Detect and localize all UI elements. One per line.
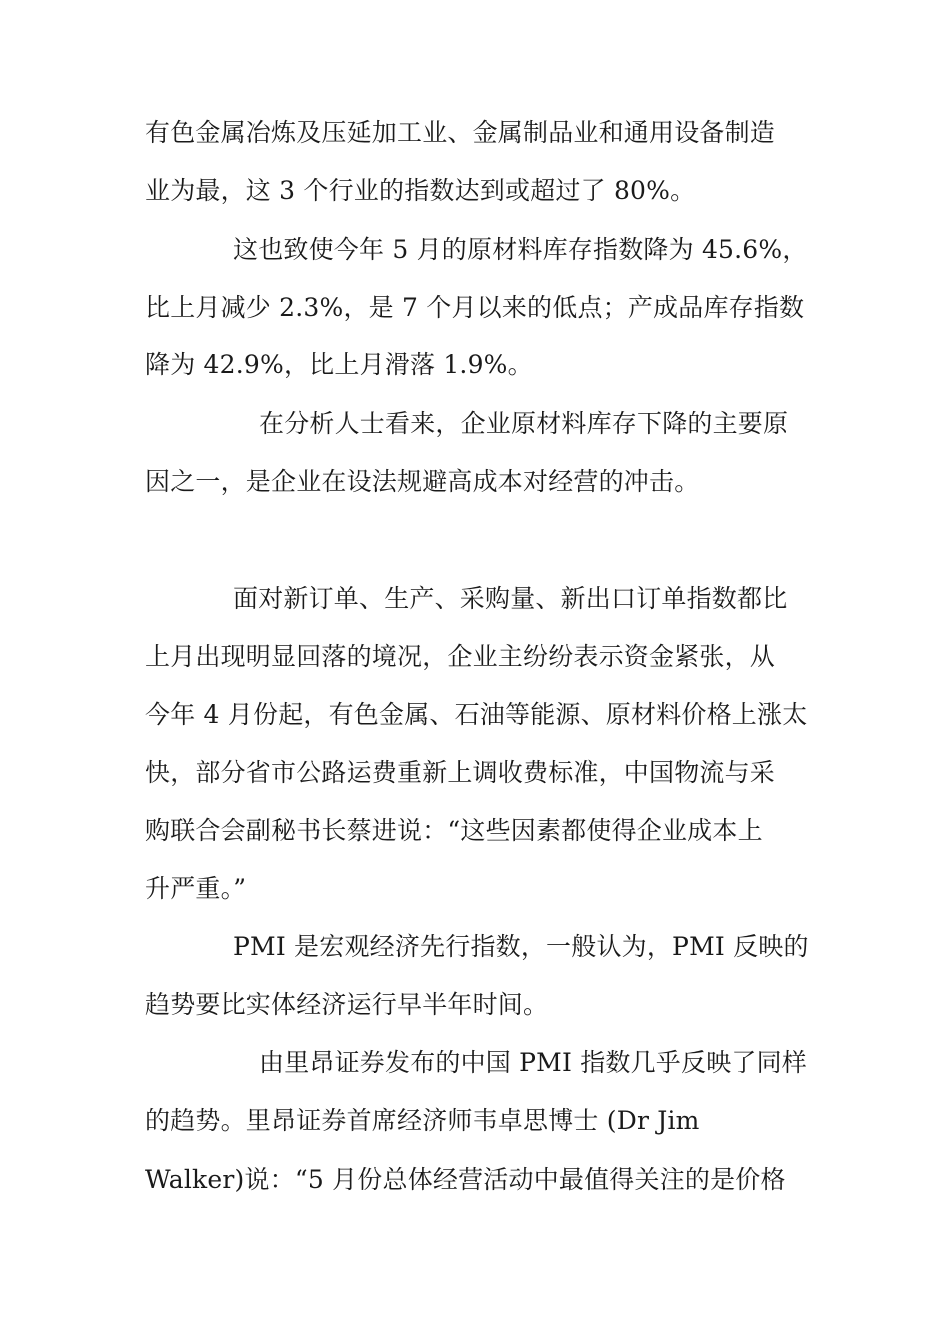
text-line: 今年 4 月份起，有色金属、石油等能源、原材料价格上涨太 <box>145 700 808 729</box>
text-line: 由里昂证券发布的中国 PMI 指数几乎反映了同样 <box>259 1048 807 1077</box>
text-line: 比上月减少 2.3%，是 7 个月以来的低点；产成品库存指数 <box>145 293 805 322</box>
text-line: 趋势要比实体经济运行早半年时间。 <box>145 990 549 1019</box>
text-line: 上月出现明显回落的境况，企业主纷纷表示资金紧张，从 <box>145 642 776 671</box>
text-line: 面对新订单、生产、采购量、新出口订单指数都比 <box>233 584 788 613</box>
text-line: 业为最，这 3 个行业的指数达到或超过了 80%。 <box>145 176 696 205</box>
text-line: 升严重。” <box>145 874 247 903</box>
text-line: 购联合会副秘书长蔡进说：“这些因素都使得企业成本上 <box>145 816 763 845</box>
text-line: 降为 42.9%，比上月滑落 1.9%。 <box>145 350 533 379</box>
text-line: 因之一，是企业在设法规避高成本对经营的冲击。 <box>145 467 700 496</box>
text-line: 的趋势。里昂证券首席经济师韦卓思博士 (Dr Jim <box>145 1106 700 1135</box>
text-line: 这也致使今年 5 月的原材料库存指数降为 45.6%， <box>233 235 808 264</box>
text-line: 在分析人士看来，企业原材料库存下降的主要原 <box>259 409 789 438</box>
text-line: 有色金属冶炼及压延加工业、金属制品业和通用设备制造 <box>145 118 776 147</box>
text-line: PMI 是宏观经济先行指数，一般认为，PMI 反映的 <box>233 932 809 961</box>
text-line: Walker)说：“5 月份总体经营活动中最值得关注的是价格 <box>145 1165 786 1194</box>
text-line: 快，部分省市公路运费重新上调收费标准，中国物流与采 <box>145 758 776 787</box>
